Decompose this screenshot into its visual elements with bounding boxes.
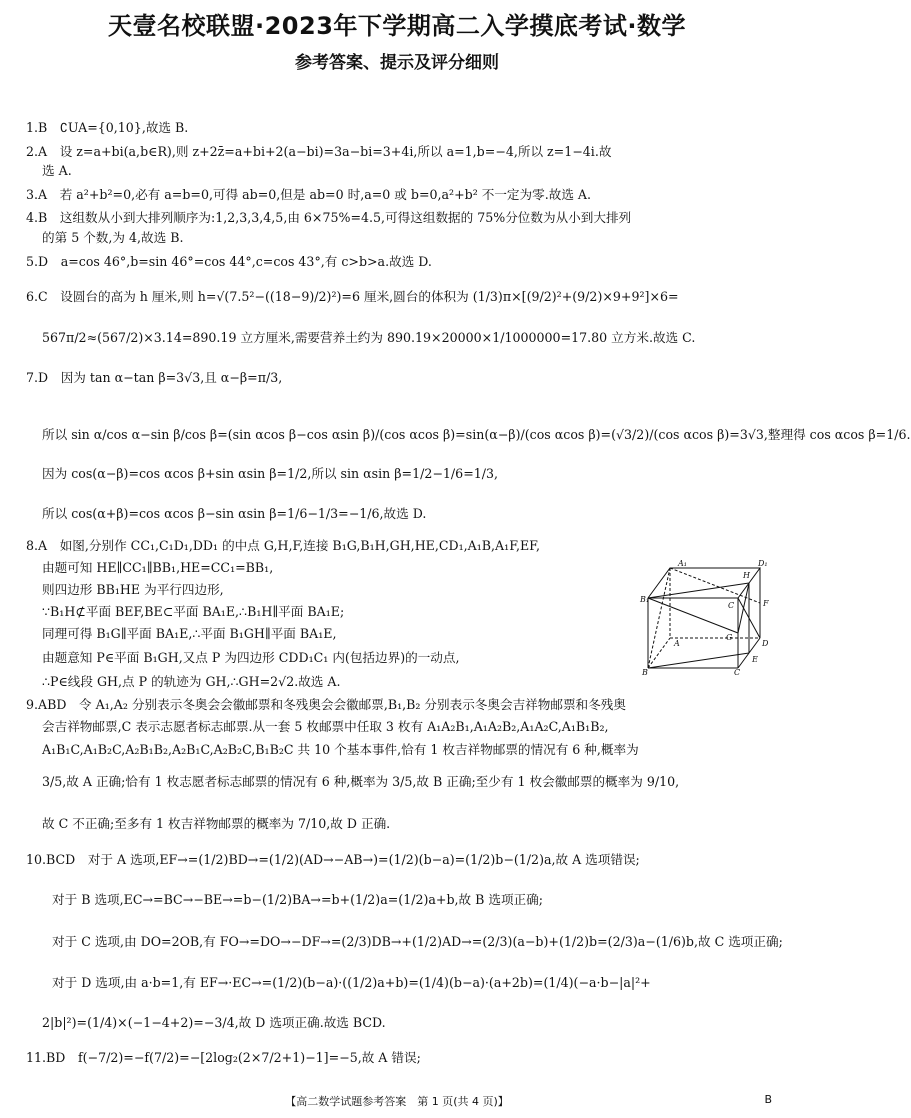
page-title: 天壹名校联盟·2023年下学期高二入学摸底考试·数学	[107, 12, 687, 40]
figure-label: D₁	[758, 559, 768, 568]
answer-line: 因为 cos(α−β)=cos αcos β+sin αsin β=1/2,所以 sin αsin β=1/2−1/6=1/3,	[42, 466, 499, 481]
answer-line: 9.ABD 令 A₁,A₂ 分别表示冬奥会会徽邮票和冬残奥会会徽邮票,B₁,B₂ 分别表示冬奥会吉祥物邮票和冬残奥	[26, 697, 626, 712]
answer-line: 则四边形 BB₁HE 为平行四边形,	[42, 582, 224, 597]
answer-line: 同理可得 B₁G∥平面 BA₁E,∴平面 B₁GH∥平面 BA₁E,	[42, 626, 337, 641]
answer-line: 对于 D 选项,由 a·b=1,有 EF→·EC→=(1/2)(b−a)·((1/2)a+b)=(1/4)(b−a)·(a+2b)=(1/4)(−a·b−|a|²+	[52, 975, 651, 990]
answer-line: 10.BCD 对于 A 选项,EF→=(1/2)BD→=(1/2)(AD→−AB→)=(1/2)(b−a)=(1/2)b−(1/2)a,故 A 选项错误;	[26, 852, 640, 867]
figure-label: A₁	[678, 559, 687, 568]
answer-line: 3.A 若 a²+b²=0,必有 a=b=0,可得 ab=0,但是 ab=0 时,a=0 或 b=0,a²+b² 不一定为零.故选 A.	[26, 187, 592, 202]
answer-line: 会吉祥物邮票,C 表示志愿者标志邮票.从一套 5 枚邮票中任取 3 枚有 A₁A₂B₁,A₁A₂B₂,A₁A₂C,A₁B₁B₂,	[42, 719, 609, 734]
answer-line: 由题可知 HE∥CC₁∥BB₁,HE=CC₁=BB₁,	[42, 560, 274, 575]
answer-line: 3/5,故 A 正确;恰有 1 枚志愿者标志邮票的情况有 6 种,概率为 3/5,故 B 正确;至少有 1 枚会徽邮票的概率为 9/10,	[42, 774, 680, 789]
answer-line: 由题意知 P∈平面 B₁GH,又点 P 为四边形 CDD₁C₁ 内(包括边界)的一动点,	[42, 650, 460, 665]
figure-label: F	[763, 599, 769, 608]
answer-line: 7.D 因为 tan α−tan β=3√3,且 α−β=π/3,	[26, 370, 283, 385]
figure-label: B	[642, 668, 648, 677]
answer-line: 4.B 这组数从小到大排列顺序为:1,2,3,3,4,5,由 6×75%=4.5,可得这组数据的 75%分位数为从小到大排列	[26, 210, 632, 225]
figure-label: C	[728, 601, 735, 610]
answer-line: 8.A 如图,分别作 CC₁,C₁D₁,DD₁ 的中点 G,H,F,连接 B₁G,B₁H,GH,HE,CD₁,A₁B,A₁F,EF,	[26, 538, 540, 553]
answer-line: 6.C 设圆台的高为 h 厘米,则 h=√(7.5²−((18−9)/2)²)=6 厘米,圆台的体积为 (1/3)π×[(9/2)²+(9/2)×9+9²]×6=	[26, 289, 679, 304]
page-footer: 【高二数学试题参考答案 第 1 页(共 4 页)】	[285, 1095, 509, 1108]
answer-line: ∵B₁H⊄平面 BEF,BE⊂平面 BA₁E,∴B₁H∥平面 BA₁E;	[42, 604, 345, 619]
answer-line: 1.B ∁UA={0,10},故选 B.	[26, 120, 189, 135]
answer-line: 567π/2≈(567/2)×3.14=890.19 立方厘米,需要营养土约为 890.19×20000×1/1000000=17.80 立方米.故选 C.	[42, 330, 696, 345]
answer-line: 选 A.	[42, 163, 72, 178]
answer-line: 所以 cos(α+β)=cos αcos β−sin αsin β=1/6−1/3=−1/6,故选 D.	[42, 506, 427, 521]
figure-label: G	[726, 633, 733, 642]
page-subtitle: 参考答案、提示及评分细则	[295, 53, 499, 73]
answer-line: ∴P∈线段 GH,点 P 的轨迹为 GH,∴GH=2√2.故选 A.	[42, 674, 341, 689]
answer-line: 所以 sin α/cos α−sin β/cos β=(sin αcos β−cos αsin β)/(cos αcos β)=sin(α−β)/(cos αcos β)=(√3/2)/(cos αcos β)=3√3,整理得 cos αcos β=1/6.	[42, 427, 911, 442]
answer-line: 的第 5 个数,为 4,故选 B.	[42, 230, 184, 245]
answer-line: 对于 B 选项,EC→=BC→−BE→=b−(1/2)BA→=b+(1/2)a=(1/2)a+b,故 B 选项正确;	[52, 892, 543, 907]
answer-line: 2.A 设 z=a+bi(a,b∈R),则 z+2z̄=a+bi+2(a−bi)=3a−bi=3+4i,所以 a=1,b=−4,所以 z=1−4i.故	[26, 144, 612, 159]
figure-label: A	[674, 639, 680, 648]
cube-figure	[640, 558, 770, 676]
page-version-letter: B	[764, 1093, 772, 1106]
answer-line: 故 C 不正确;至多有 1 枚吉祥物邮票的概率为 7/10,故 D 正确.	[42, 816, 391, 831]
figure-label: H	[743, 571, 750, 580]
answer-line: 2|b|²)=(1/4)×(−1−4+2)=−3/4,故 D 选项正确.故选 BCD.	[42, 1015, 386, 1030]
answer-line: 对于 C 选项,由 DO=2OB,有 FO→=DO→−DF→=(2/3)DB→+(1/2)AD→=(2/3)(a−b)+(1/2)b=(2/3)a−(1/6)b,故 C 选项正确;	[52, 934, 783, 949]
answer-line: 5.D a=cos 46°,b=sin 46°=cos 44°,c=cos 43°,有 c>b>a.故选 D.	[26, 254, 432, 269]
answer-line: 11.BD f(−7/2)=−f(7/2)=−[2log₂(2×7/2+1)−1]=−5,故 A 错误;	[26, 1050, 421, 1065]
answer-line: A₁B₁C,A₁B₂C,A₂B₁B₂,A₂B₁C,A₂B₂C,B₁B₂C 共 10 个基本事件,恰有 1 枚吉祥物邮票的情况有 6 种,概率为	[42, 742, 639, 757]
figure-label: C	[734, 668, 741, 677]
figure-label: E	[752, 655, 758, 664]
figure-label: B₁	[640, 595, 650, 604]
figure-label: D	[762, 639, 769, 648]
